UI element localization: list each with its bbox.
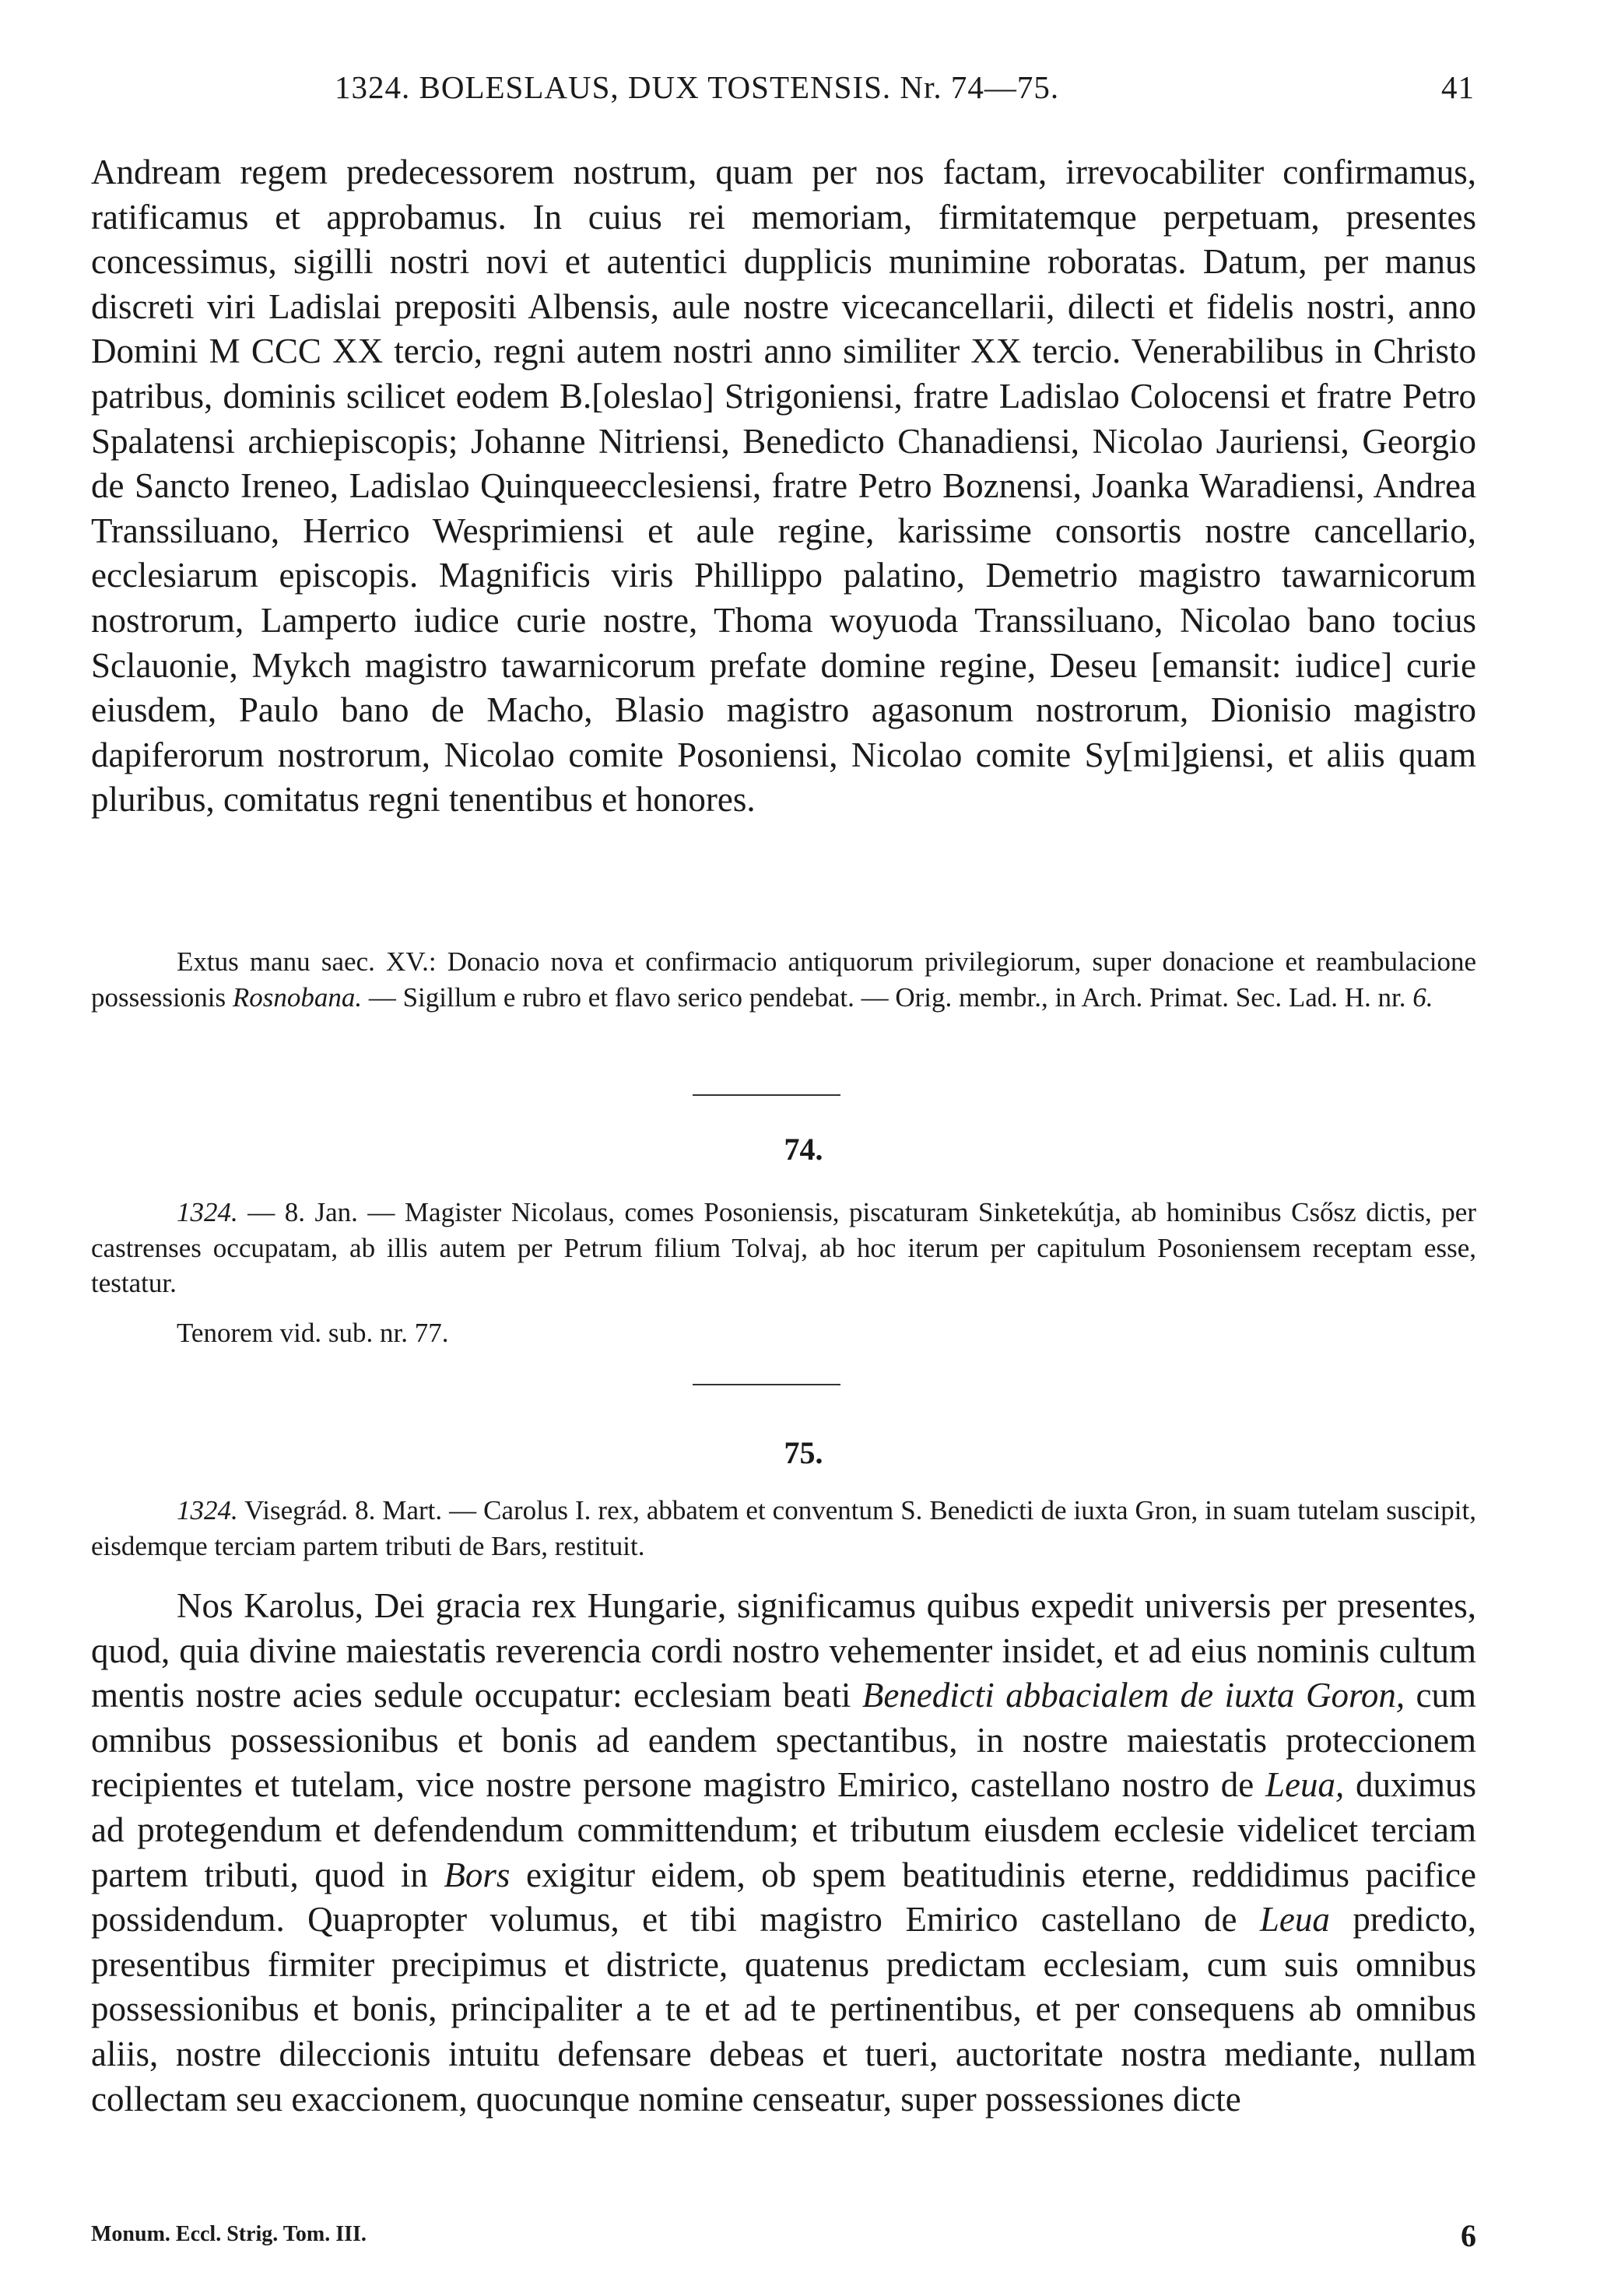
footer-signature-text: Monum. Eccl. Strig. Tom. III. — [91, 2222, 367, 2246]
intro-paragraph: Andream regem predecessorem nostrum, quam per nos factam, irrevocabiliter confirmamus, ratificamus et approbamus. In cuius rei memoriam, firmitatemque perpetuam, presentes concessimus, sigilli nostri novi et autentici dupplicis munimine roboratas. Datum, per manus discreti viri Ladislai prepositi Albensis, aule nostre vicecancellarii, dilecti et fidelis nostri, anno Domini M CCC XX tercio, regni autem nostri anno similiter XX tercio. Venerabilibus in Christo patribus, dominis scilicet eodem B.[oleslao] Strigoniensi, fratre Ladislao Colocensi et fratre Petro Spalatensi archiepiscopis; Johanne Nitriensi, Benedicto Chanadiensi, Nicolao Jauriensi, Georgio de Sancto Ireneo, Ladislao Quinqueecclesiensi, fratre Petro Boznensi, Joanka Waradiensi, Andrea Transsiluano, Herrico Wesprimiensi et aule regine, karissime consortis nostre cancellario, ecclesiarum episcopis. Magnificis viris Phillippo palatino, Demetrio magistro tawarnicorum nostrorum, Lamperto iudice curie nostre, Thoma woyuoda Transsiluano, Nicolao bano tocius Sclauonie, Mykch magistro tawarnicorum prefate domine regine, Deseu [emansit: iudice] curie eiusdem, Paulo bano de Macho, Blasio magistro agasonum nostrorum, Dionisio magistro dapiferorum nostrorum, Nicolao comite Posoniensi, Nicolao comite Sy[mi]giensi, et aliis quam pluribus, comitatus regni tenentibus et honores. — [91, 153, 1476, 820]
running-title: 1324. BOLESLAUS, DUX TOSTENSIS. Nr. 74—75. — [335, 69, 1060, 105]
section-divider — [693, 1384, 840, 1385]
regest-75-paragraph — [91, 1493, 1476, 1564]
regest-74-date: 1324. — [177, 1197, 238, 1227]
section-divider — [693, 1094, 840, 1096]
regest-74 — [91, 1195, 1476, 1301]
page-footer — [91, 2218, 1476, 2253]
regest-75 — [91, 1493, 1476, 1564]
note-text-1: Extus manu saec. XV.: Donacio nova et confirmacio antiquorum privilegiorum, super donacione et reambulacione possessionis — [91, 946, 1476, 1013]
document-number-74: 74. — [784, 1132, 823, 1167]
charter-text-1: Nos Karolus, Dei gracia rex Hungarie, significamus quibus expedit universis per presentes, quod, quia divine maiestatis reverencia cordi nostro vehementer insidet, et ad eius nominis cultum mentis nostre acies sedule occupatur: ecclesiam beati — [91, 1586, 1476, 1715]
charter-text-2: cum omnibus possessionibus et bonis ad eandem spectantibus, in nostre maiestatis proteccionem recipientes et tutelam, vice nostre persone magistro Emirico, castellano nostro de — [91, 1676, 1477, 1805]
note-text-2: — Sigillum e rubro et flavo serico pendebat. — Orig. membr., in Arch. Primat. Sec. Lad. H. nr. — [362, 981, 1413, 1013]
charter-text — [91, 1584, 1476, 2122]
charter-italic-3: Bors — [444, 1855, 511, 1894]
intro-text — [91, 150, 1476, 823]
regest-74-paragraph — [91, 1195, 1476, 1301]
charter-italic-4: Leua — [1259, 1900, 1330, 1940]
page-number: 41 — [1441, 69, 1475, 105]
tenorem-text: Tenorem vid. sub. nr. 77. — [177, 1318, 449, 1348]
regest-74-summary: — 8. Jan. — Magister Nicolaus, comes Posoniensis, piscaturam Sinketekútja, ab hominibus Csősz dictis, per castrenses occupatam, ab illis autem per Petrum filium Tolvaj, ab hoc iterum per capitulum Posoniensem receptam esse, testatur. — [91, 1197, 1476, 1298]
sheet-signature: 6 — [1461, 2218, 1476, 2253]
note-italic-1: Rosnobana. — [232, 981, 363, 1013]
charter-text-5: predicto, presentibus firmiter precipimus et districte, quatenus predictam ecclesiam, cum suis omnibus possessionibus et bonis, principaliter a te et ad te pertinentibus, et per consequens ab omnibus aliis, nostre dileccionis intuitu defensare debeas et tueri, auctoritate nostra mediante, nullam collectam seu exaccionem, quocunque nomine censeatur, super possessiones dicte — [91, 1900, 1476, 2119]
tenorem-note — [91, 1315, 1476, 1351]
source-note-paragraph — [91, 944, 1476, 1015]
source-note — [91, 944, 1476, 1015]
document-number-75: 75. — [784, 1435, 823, 1470]
charter-text-3: duximus ad protegendum et defendendum committendum; et tributum eiusdem ecclesie videlicet terciam partem tributi, quod in — [91, 1765, 1476, 1894]
charter-italic-1: Benedicti abbacialem de iuxta Goron, — [861, 1676, 1405, 1715]
regest-75-date: 1324. — [177, 1495, 238, 1525]
note-italic-2: 6. — [1412, 981, 1433, 1013]
charter-paragraph — [91, 1584, 1476, 2122]
regest-75-summary: Visegrád. 8. Mart. — Carolus I. rex, abbatem et conventum S. Benedicti de iuxta Gron, in suam tutelam suscipit, eisdemque terciam partem tributi de Bars, restituit. — [91, 1495, 1476, 1561]
charter-italic-2: Leua, — [1265, 1765, 1345, 1805]
charter-text-4: exigitur eidem, ob spem beatitudinis eterne, reddidimus pacifice possidendum. Quapropter volumus, et tibi magistro Emirico castellano de — [91, 1855, 1476, 1940]
running-header — [89, 62, 1475, 117]
